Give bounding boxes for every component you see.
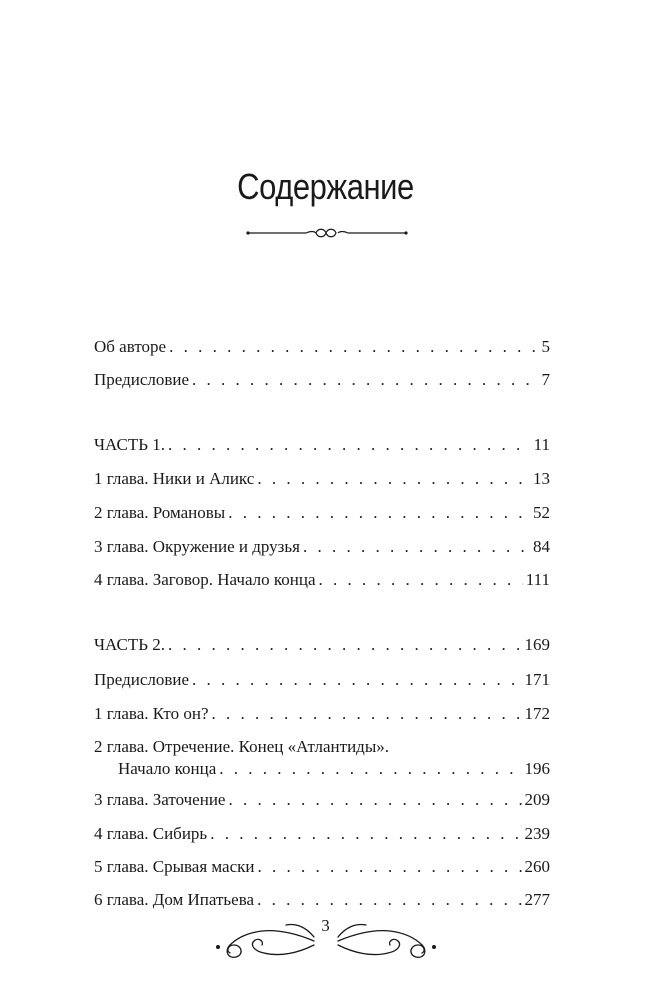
toc-entry-page: 209 (524, 790, 550, 809)
toc-entry-chapter-2-3[interactable] (94, 789, 550, 811)
toc-entry-page: 169 (524, 635, 550, 654)
leader-dots (258, 856, 522, 878)
leader-dots (168, 634, 522, 656)
toc-entry-chapter-1-3[interactable] (94, 536, 550, 558)
toc-entry-label: ЧАСТЬ 2. (94, 635, 165, 654)
leader-dots (228, 789, 521, 811)
toc-entry-page: 277 (524, 890, 550, 909)
leader-dots (169, 336, 538, 358)
toc-entry-chapter-1-1[interactable] (94, 468, 550, 490)
toc-entry-page: 13 (533, 469, 550, 488)
toc-entry-page: 111 (525, 570, 550, 589)
leader-dots (210, 823, 521, 845)
leader-dots (257, 468, 530, 490)
toc-entry-page: 196 (524, 759, 550, 778)
toc-entry-label: Об авторе (94, 337, 167, 356)
toc-entry-chapter-2-5[interactable] (94, 856, 550, 878)
toc-entry-page: 84 (533, 537, 550, 556)
page-number: 3 (321, 916, 330, 935)
leader-dots (319, 569, 523, 591)
toc-entry-label: ЧАСТЬ 1. (94, 435, 165, 454)
toc-entry-part-2[interactable] (94, 634, 550, 656)
toc-entry-label: 3 глава. Заточение (94, 790, 226, 809)
leader-dots (303, 536, 530, 558)
toc-entry-page: 172 (524, 704, 550, 723)
leader-dots (257, 889, 521, 911)
toc-entry-chapter-2-2[interactable] (94, 736, 550, 780)
toc-entry-label: 4 глава. Заговор. Начало конца (94, 570, 316, 589)
toc-entry-chapter-1-4[interactable] (94, 569, 550, 591)
toc-entry-label: 3 глава. Окружение и друзья (94, 537, 300, 556)
toc-entry-label: 2 глава. Романовы (94, 503, 226, 522)
toc-entry-label-first-line: 2 глава. Отречение. Конец «Атлантиды». (94, 737, 390, 756)
toc-entry-label: Предисловие (94, 670, 190, 689)
leader-dots (212, 703, 522, 725)
toc-entry-page: 7 (541, 370, 550, 389)
toc-entry-page: 11 (533, 435, 550, 454)
toc-entry-about-author[interactable] (94, 336, 550, 358)
toc-entry-page: 52 (533, 503, 550, 522)
toc-entry-page: 260 (524, 857, 550, 876)
toc-entry-label: 6 глава. Дом Ипатьева (94, 890, 255, 909)
page-title: Содержание (237, 166, 414, 207)
toc-entry-page: 5 (541, 337, 550, 356)
toc-entry-label: 1 глава. Кто он? (94, 704, 209, 723)
toc-entry-part-1[interactable] (94, 434, 550, 456)
leader-dots (192, 669, 521, 691)
toc-entry-chapter-2-1[interactable] (94, 703, 550, 725)
toc-entry-chapter-2-4[interactable] (94, 823, 550, 845)
toc-entry-page: 171 (524, 670, 550, 689)
leader-dots (219, 758, 521, 780)
toc-entry-label: 5 глава. Срывая маски (94, 857, 255, 876)
toc-entry-label: 4 глава. Сибирь (94, 824, 208, 843)
leader-dots (228, 502, 530, 524)
toc-entry-label: Начало конца (118, 759, 217, 778)
toc-entry-label: Предисловие (94, 370, 190, 389)
toc-entry-chapter-1-2[interactable] (94, 502, 550, 524)
toc-entry-chapter-2-6[interactable] (94, 889, 550, 911)
toc-entry-page: 239 (524, 824, 550, 843)
leader-dots (192, 369, 538, 391)
toc-entry-preface-2[interactable] (94, 669, 550, 691)
toc-entry-label: 1 глава. Ники и Аликс (94, 469, 255, 488)
flourish-divider-icon (246, 223, 408, 243)
leader-dots (168, 434, 531, 456)
toc-entry-preface[interactable] (94, 369, 550, 391)
